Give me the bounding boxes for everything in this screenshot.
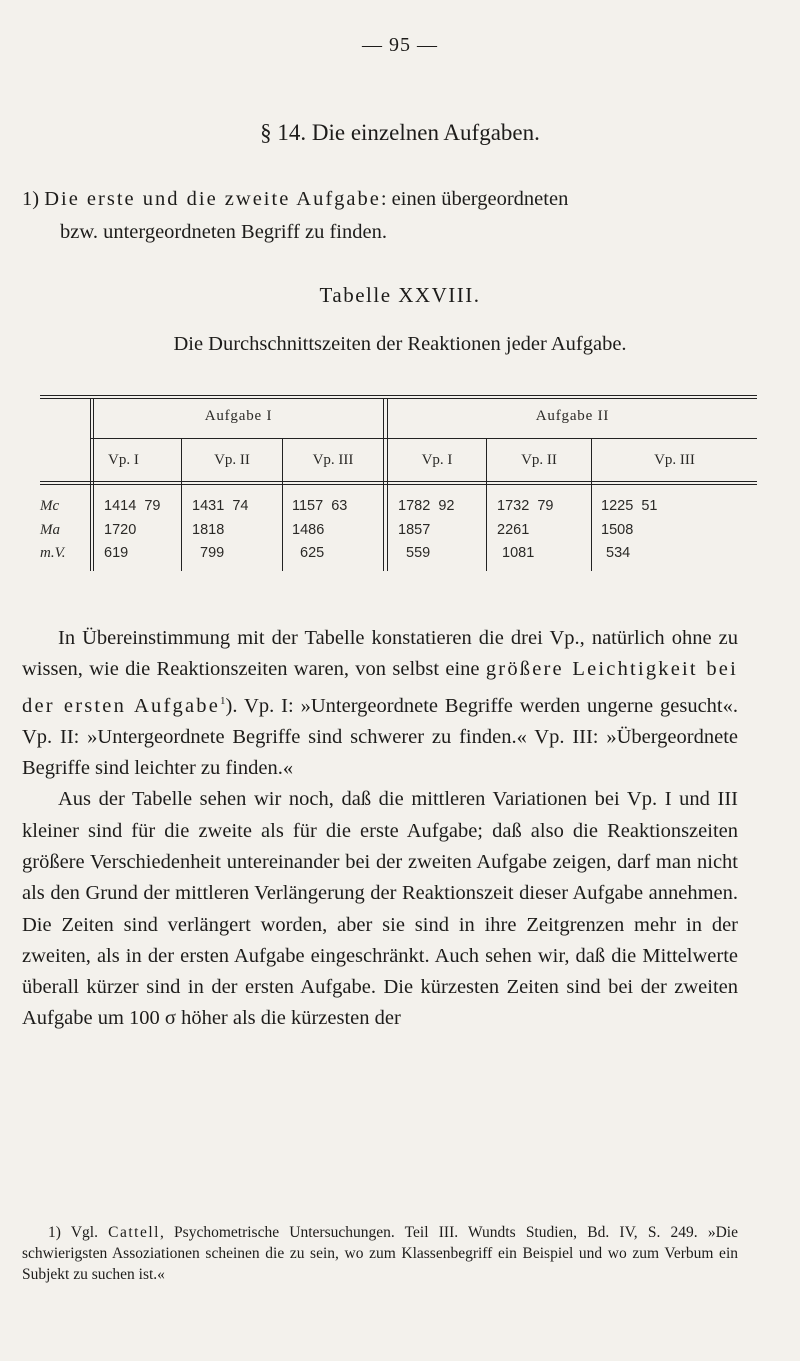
table-title: Tabelle XXVIII. [319, 283, 481, 307]
task-heading-rest: : einen übergeordneten [380, 188, 569, 210]
table-cell: 1157 63 [292, 498, 348, 514]
subject-header: Vp. I [108, 452, 139, 468]
task-heading-line-2: bzw. untergeordneten Begriff zu finden. [60, 221, 387, 243]
table-caption: Die Durchschnittszeiten der Reaktionen jeder Aufgabe. [173, 333, 627, 355]
table-cell: 625 [300, 545, 325, 561]
subject-header: Vp. III [654, 452, 695, 468]
page-number: — 95 — [362, 34, 438, 56]
subject-header: Vp. I [421, 452, 453, 468]
table-cell: 1431 74 [192, 498, 249, 514]
paragraph-1-text-a: In Übereinstimmung mit der Tabelle konstatieren die drei Vp., natürlich ohne zu wissen, wie die Reaktionszeiten waren, von selbst eine [22, 627, 738, 681]
table-top-rule-2 [40, 398, 757, 399]
table-cell: 1782 92 [398, 498, 455, 514]
task-heading-spaced: Die erste und die zweite Aufgabe [44, 188, 381, 210]
row-label: Ma [40, 522, 60, 538]
vline-label [90, 398, 91, 571]
table-cell: 1720 [104, 522, 137, 538]
table-group-rule [91, 438, 757, 439]
subject-header: Vp. III [312, 452, 354, 468]
row-label: Mc [40, 498, 60, 514]
table-cell: 1414 79 [104, 498, 161, 514]
paragraph-1-emphasis: größere Leichtigkeit bei der ersten Aufgabe [22, 658, 738, 717]
footnote [22, 1222, 738, 1285]
table-cell: 1857 [398, 522, 431, 538]
group-header-2: Aufgabe II [535, 408, 610, 424]
footnote-ref: 1 [220, 694, 226, 707]
subject-header: Vp. II [214, 452, 250, 468]
task-heading [22, 183, 742, 249]
table-cell: 1486 [292, 522, 325, 538]
table-cell: 1225 51 [601, 498, 658, 514]
task-heading-line-1 [22, 183, 742, 216]
table-cell: 534 [606, 545, 631, 561]
table-cell: 1732 79 [497, 498, 554, 514]
vline-group [383, 398, 384, 571]
table-cell: 1081 [502, 545, 535, 561]
body-text [22, 623, 738, 1035]
table-header-rule-2 [40, 484, 757, 485]
task-heading-prefix: 1) [22, 188, 45, 210]
paragraph-1 [22, 623, 738, 784]
table-cell: 559 [406, 545, 431, 561]
paragraph-2: Aus der Tabelle sehen wir noch, daß die mittleren Variationen bei Vp. I und III kleiner sind für die zweite als für die erste Aufgabe; daß also die Reaktionszeiten größere Verschiedenheit untereinander bei der zweiten Aufgabe zeigen, darf man nicht als den Grund der mittleren Verlängerung der Reaktionszeit dieser Aufgabe annehmen. Die Zeiten sind verlängert worden, aber sie sind in ihre Zeitgrenzen mehr in der zweiten, als in der ersten Aufgabe eingeschränkt. Auch sehen wir, daß die Mittelwerte überall kürzer sind in der ersten Aufgabe. Die kürzesten Zeiten sind bei der zweiten Aufgabe um 100 σ höher als die kürzesten der [22, 788, 738, 1030]
section-heading: § 14. Die einzelnen Aufgaben. [260, 120, 540, 145]
table-cell: 1818 [192, 522, 225, 538]
footnote-prefix: 1) Vgl. [48, 1224, 109, 1241]
table-cell: 799 [200, 545, 225, 561]
table-cell: 2261 [497, 522, 530, 538]
table-cell: 619 [104, 545, 129, 561]
paragraph-1-text-b: ). Vp. I: »Untergeordnete Begriffe werden ungerne gesucht«. Vp. II: »Untergeordnete Begriffe sind schwerer zu finden.« Vp. III: »Übergeordnete Begriffe sind leichter zu finden.« [22, 694, 739, 780]
table-top-rule [40, 395, 757, 396]
table-cell: 1508 [601, 522, 634, 538]
subject-header: Vp. II [521, 452, 557, 468]
group-header-1: Aufgabe I [204, 408, 273, 424]
footnote-author: Cattell [108, 1224, 160, 1241]
row-label: m.V. [40, 545, 66, 561]
footnote-text: , Psychometrische Untersuchungen. Teil III. Wundts Studien, Bd. IV, S. 249. »Die schwierigsten Assoziationen scheinen die zu sein, wo zum Klassenbegriff ein Beispiel und wo zum Verbum ein Subjekt zu suchen ist.« [22, 1224, 738, 1283]
table-header-rule [40, 481, 757, 482]
